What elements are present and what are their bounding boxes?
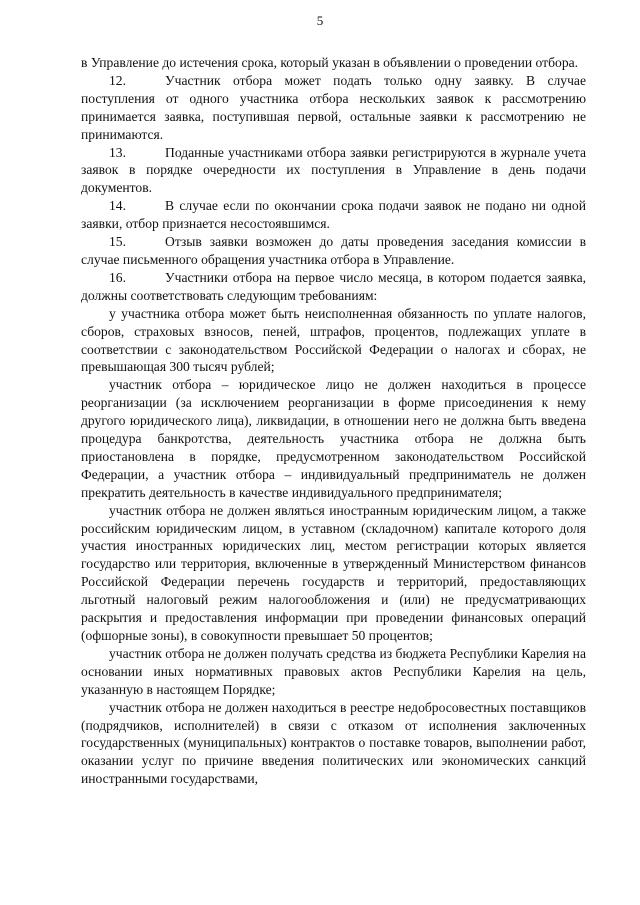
document-body (81, 54, 586, 788)
requirement-reorganization (81, 376, 586, 501)
paragraph-12 (81, 72, 586, 144)
paragraph-number: 15. (109, 234, 126, 250)
requirement-tax-debt (81, 305, 586, 377)
paragraph-number: 14. (109, 198, 126, 214)
paragraph-text: В случае если по окончании срока подачи заявок не подано ни одной заявки, отбор признается несостоявшимся. (81, 198, 586, 232)
paragraph-text: Участник отбора может подать только одну заявку. В случае поступления от одного участника отбора нескольких заявок к рассмотрению принимается заявка, поступившая первой, остальные заявки к рассмотрению не принимаются. (81, 72, 586, 142)
requirement-supplier-registry (81, 699, 586, 789)
paragraph-text: участник отбора не должен являться иностранным юридическим лицом, а также российским юридическим лицом, в уставном (складочном) капитале которого доля участия иностранных юридических лиц, местом регистрации которых является государство или территория, включенные в утвержденный Министерством финансов Российской Федерации перечень государств и территорий, предоставляющих льготный налоговый режим налогообложения и (или) не предусматривающих раскрытия и предоставления информации при проведении финансовых операций (офшорные зоны), в совокупности превышает 50 процентов; (81, 502, 586, 643)
paragraph-text: у участника отбора может быть неисполненная обязанность по уплате налогов, сборов, страховых взносов, пеней, штрафов, процентов, подлежащих уплате в соответствии с законодательством Российской Федерации о налогах и сборах, не превышающая 300 тысяч рублей; (81, 305, 586, 375)
paragraph-continuation (81, 54, 586, 72)
paragraph-text: участник отбора не должен получать средства из бюджета Республики Карелия на основании иных нормативных правовых актов Республики Карелия на цель, указанную в настоящем Порядке; (81, 645, 586, 697)
paragraph-13 (81, 144, 586, 198)
requirement-budget-funds (81, 645, 586, 699)
paragraph-number: 16. (109, 269, 126, 285)
paragraph-text: Участники отбора на первое число месяца, в котором подается заявка, должны соответствовать следующим требованиям: (81, 269, 586, 303)
requirement-foreign-entity (81, 502, 586, 645)
paragraph-text: в Управление до истечения срока, который указан в объявлении о проведении отбора. (81, 55, 579, 70)
paragraph-14 (81, 197, 586, 233)
paragraph-text: участник отбора – юридическое лицо не должен находиться в процессе реорганизации (за исключением реорганизации в форме присоединения к нему другого юридического лица), ликвидации, в отношении него не должна быть введена процедура банкротства, деятельность участника отбора не должна быть приостановлена в порядке, предусмотренном законодательством Российской Федерации, а участник отбора – индивидуальный предприниматель не должен прекратить деятельность в качестве индивидуального предпринимателя; (81, 377, 586, 500)
paragraph-text: Поданные участниками отбора заявки регистрируются в журнале учета заявок в порядке очередности их поступления в Управление в день подачи документов. (81, 144, 586, 196)
paragraph-15 (81, 233, 586, 269)
paragraph-number: 12. (109, 72, 126, 88)
paragraph-text: Отзыв заявки возможен до даты проведения заседания комиссии в случае письменного обращения участника отбора в Управление. (81, 234, 586, 267)
paragraph-text: участник отбора не должен находиться в реестре недобросовестных поставщиков (подрядчиков, исполнителей) в связи с отказом от исполнения заключенных государственных (муниципальных) контрактов о поставке товаров, выполнении работ, оказании услуг по причине введения политических или экономических санкций иностранными государствами, (81, 699, 586, 787)
page-number: 5 (316, 13, 324, 28)
paragraph-number: 13. (109, 144, 126, 160)
paragraph-16 (81, 269, 586, 305)
